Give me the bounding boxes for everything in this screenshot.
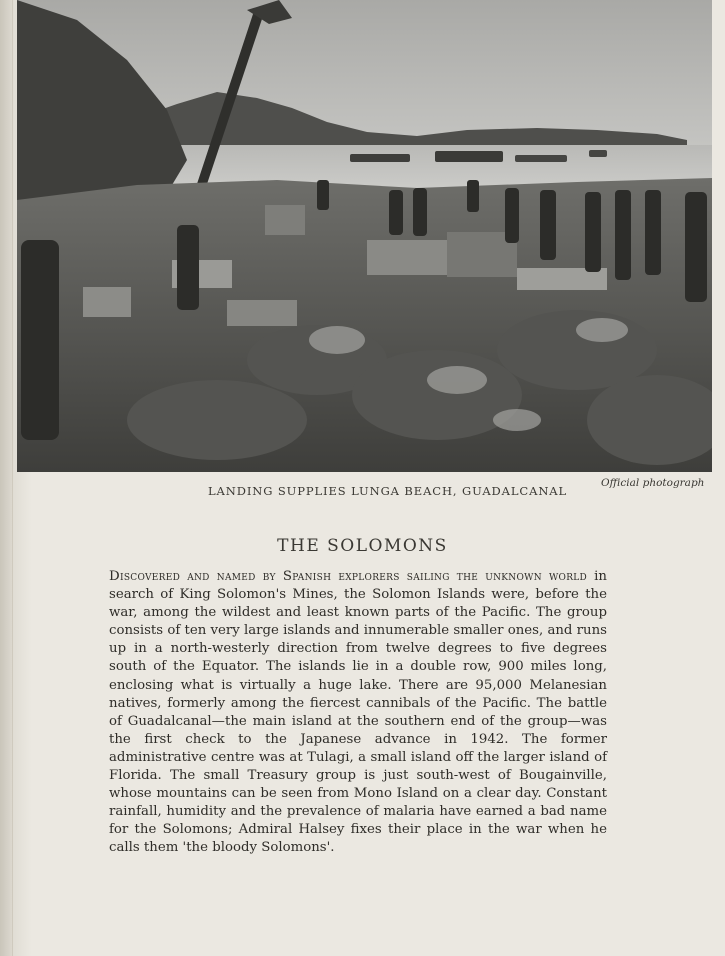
article-lead: Discovered and named by Spanish explorers sailing the unknown world	[109, 569, 595, 584]
page-binding	[0, 0, 13, 956]
photo-caption: LANDING SUPPLIES LUNGA BEACH, GUADALCANAL	[208, 484, 568, 498]
photo-credit: Official photograph	[601, 477, 705, 489]
article-title: THE SOLOMONS	[277, 536, 448, 556]
article-paragraph: in search of King Solomon's Mines, the Solomon Islands were, before the war, among the wildest and least known parts of the Pacific. The group consists of ten very large islands and innumerable smaller ones, and runs up in a north-westerly direction from twelve degrees to five degrees south of the Equator. The islands lie in a double row, 900 miles long, enclosing what is virtually a huge lake. There are 95,000 Melanesian natives, formerly among the fiercest cannibals of the Pacific. The battle of Guadalcanal—the main island at the southern end of the group—was the first check to the Japanese advance in 1942. The former administrative centre was at Tulagi, a small island off the larger island of Florida. The small Treasury group is just south-west of Bougainville, whose mountains can be seen from Mono Island on a clear day. Constant rainfall, humidity and the prevalence of malaria have earned a bad name for the Solomons; Admiral Halsey fixes their place in the war when he calls them 'the bloody Solomons'.	[109, 569, 607, 856]
beach-photograph	[17, 0, 712, 472]
article-body	[109, 568, 607, 858]
